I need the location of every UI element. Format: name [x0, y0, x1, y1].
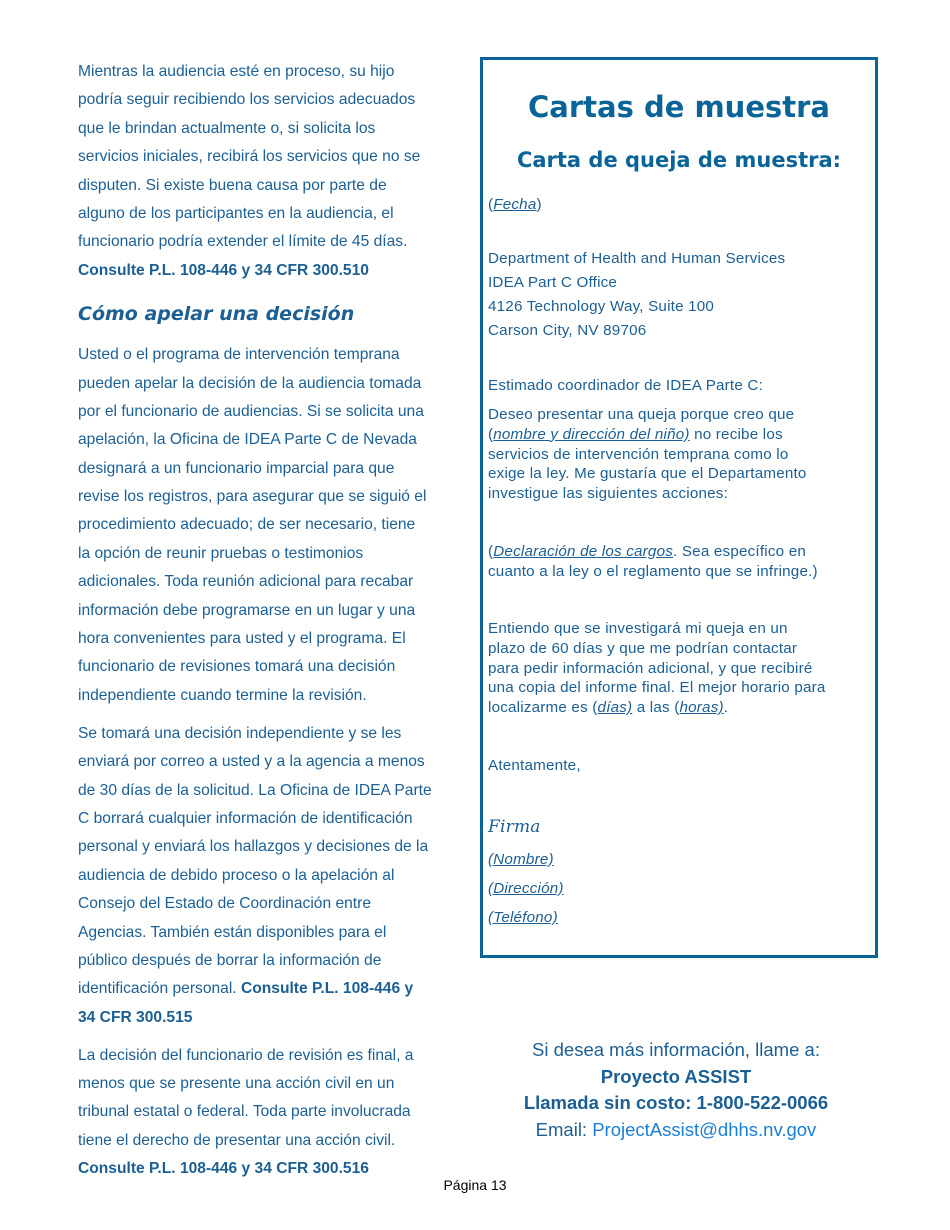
email-line: [480, 1117, 872, 1144]
text-line: audiencia de debido proceso o la apelación al: [78, 866, 395, 884]
text-segment: . Sea específico en: [673, 543, 806, 560]
organization-name: Proyecto ASSIST: [600, 1065, 752, 1087]
closing: Atentamente,: [488, 757, 581, 774]
box-subtitle: Carta de queja de muestra:: [516, 148, 842, 172]
section-heading: Cómo apelar una decisión: [78, 303, 355, 326]
legal-reference: Consulte P.L. 108-446 y 34 CFR 300.510: [78, 261, 369, 279]
text-line: revise los registros, para asegurar que se siguió el: [78, 488, 427, 506]
email-label: Email:: [535, 1118, 593, 1140]
address-line: IDEA Part C Office: [488, 274, 618, 291]
name-placeholder: (Nombre): [488, 851, 554, 868]
child-placeholder: nombre y dirección del niño): [493, 425, 690, 443]
text-line: alguno de los participantes en la audiencia, el: [78, 204, 394, 222]
text-line: información debe programarse en un lugar y una: [78, 601, 416, 619]
email-link[interactable]: ProjectAssist@dhhs.nv.gov: [592, 1118, 817, 1140]
text-line: personal y enviará los hallazgos y decisiones de la: [78, 838, 429, 856]
text-line: adicionales. Toda reunión adicional para recabar: [78, 573, 414, 591]
text-line: pueden apelar la decisión de la audiencia tomada: [78, 374, 422, 392]
text-line: investigue las siguientes acciones:: [488, 485, 729, 503]
text-line: independiente cuando termine la revisión.: [78, 686, 367, 704]
text-line: por el funcionario de audiencias. Si se solicita una: [78, 402, 424, 420]
address-line: Carson City, NV 89706: [488, 322, 647, 339]
letter-body-1: [488, 405, 807, 504]
text-line: Deseo presentar una queja porque creo que: [488, 406, 795, 423]
text-line: Mientras la audiencia esté en proceso, su hijo: [78, 63, 395, 80]
text-line: servicios iniciales, recibirá los servicios que no se: [78, 148, 421, 166]
legal-reference: Consulte P.L. 108-446 y: [240, 980, 414, 998]
address-placeholder: (Dirección): [488, 880, 564, 897]
paragraph-final: [78, 1042, 463, 1184]
text-line: funcionario podría extender el límite de 45 días.: [78, 233, 408, 251]
text-line: una copia del informe final. El mejor horario para: [488, 679, 826, 697]
letter-charges: [488, 542, 818, 582]
text-line: hora convenientes para usted y el programa. El: [78, 630, 406, 648]
greeting: Estimado coordinador de IDEA Parte C:: [488, 377, 764, 394]
paragraph-appeal: [78, 341, 463, 710]
text-line: que le brindan actualmente o, si solicita los: [78, 119, 376, 137]
address-line: 4126 Technology Way, Suite 100: [488, 298, 715, 315]
address-line: Department of Health and Human Services: [488, 250, 786, 267]
text-segment: identificación personal.: [78, 980, 241, 998]
text-line: localizarme es (días) a las (horas).: [488, 699, 729, 717]
text-line: [78, 975, 463, 1003]
text-line: la opción de reunir pruebas o testimonios: [78, 544, 364, 562]
text-line: Entiendo que se investigará mi queja en un: [488, 620, 788, 637]
text-line: designará a un funcionario imparcial para que: [78, 459, 395, 477]
left-column: [78, 58, 463, 1193]
text-line: Agencias. También están disponibles para el: [78, 923, 387, 941]
date-line: (Fecha): [488, 196, 542, 213]
text-line: menos que se presente una acción civil en un: [78, 1075, 395, 1093]
text-line: cuanto a la ley o el reglamento que se infringe.): [488, 562, 818, 580]
text-segment: a las (: [632, 699, 680, 717]
text-line: funcionario de revisiones tomará una decisión: [78, 658, 396, 676]
charges-placeholder: Declaración de los cargos: [493, 543, 674, 560]
legal-reference: Consulte P.L. 108-446 y 34 CFR 300.516: [78, 1160, 369, 1178]
contact-intro: Si desea más información, llame a:: [532, 1039, 820, 1060]
toll-free-number: Llamada sin costo: 1-800-522-0066: [523, 1092, 829, 1113]
text-line: enviará por correo a usted y a la agencia a menos: [78, 753, 425, 771]
text-line: exige la ley. Me gustaría que el Departamento: [488, 465, 807, 483]
text-line: disputen. Si existe buena causa por parte de: [78, 176, 387, 194]
text-line: (nombre y dirección del niño) no recibe los: [488, 425, 783, 443]
text-line: tiene el derecho de presentar una acción civil.: [78, 1131, 396, 1149]
box-title: Cartas de muestra: [528, 90, 830, 124]
date-placeholder: Fecha: [493, 196, 537, 213]
text-line: Se tomará una decisión independiente y se les: [78, 724, 402, 742]
text-line: C borrará cualquier información de identificación: [78, 809, 413, 827]
letter-body-2: [488, 619, 826, 718]
text-line: (Declaración de los cargos. Sea específico en: [488, 543, 806, 560]
text-segment: localizarme es (: [488, 699, 598, 717]
paragraph-decision: [78, 720, 463, 1032]
text-line: podría seguir recibiendo los servicios adecuados: [78, 91, 416, 109]
text-line: de 30 días de la solicitud. La Oficina de IDEA Parte: [78, 781, 432, 799]
text-line: procedimiento adecuado; de ser necesario, tiene: [78, 516, 416, 534]
text-line: para pedir información adicional, y que recibiré: [488, 659, 813, 677]
text-line: plazo de 60 días y que me podrían contactar: [488, 639, 798, 657]
text-line: La decisión del funcionario de revisión es final, a: [78, 1046, 414, 1064]
hours-placeholder: horas): [679, 699, 724, 717]
text-line: tribunal estatal o federal. Toda parte involucrada: [78, 1103, 411, 1121]
recipient-address: [488, 247, 785, 343]
sample-letter-box: [480, 57, 878, 958]
text-line: Consejo del Estado de Coordinación entre: [78, 895, 372, 913]
text-line: público después de borrar la información de: [78, 951, 382, 969]
text-line: servicios de intervención temprana como lo: [488, 445, 789, 463]
text-line: apelación, la Oficina de IDEA Parte C de Nevada: [78, 431, 417, 449]
days-placeholder: días): [597, 699, 633, 717]
text-segment: no recibe los: [689, 425, 783, 443]
signature: Firma: [488, 817, 541, 837]
legal-reference: 34 CFR 300.515: [78, 1008, 193, 1026]
paragraph-hearing: [78, 58, 463, 285]
phone-placeholder: (Teléfono): [488, 909, 558, 926]
text-line: Usted o el programa de intervención temprana: [78, 346, 400, 364]
page-number: Página 13: [443, 1177, 507, 1193]
contact-info: [480, 1037, 872, 1143]
